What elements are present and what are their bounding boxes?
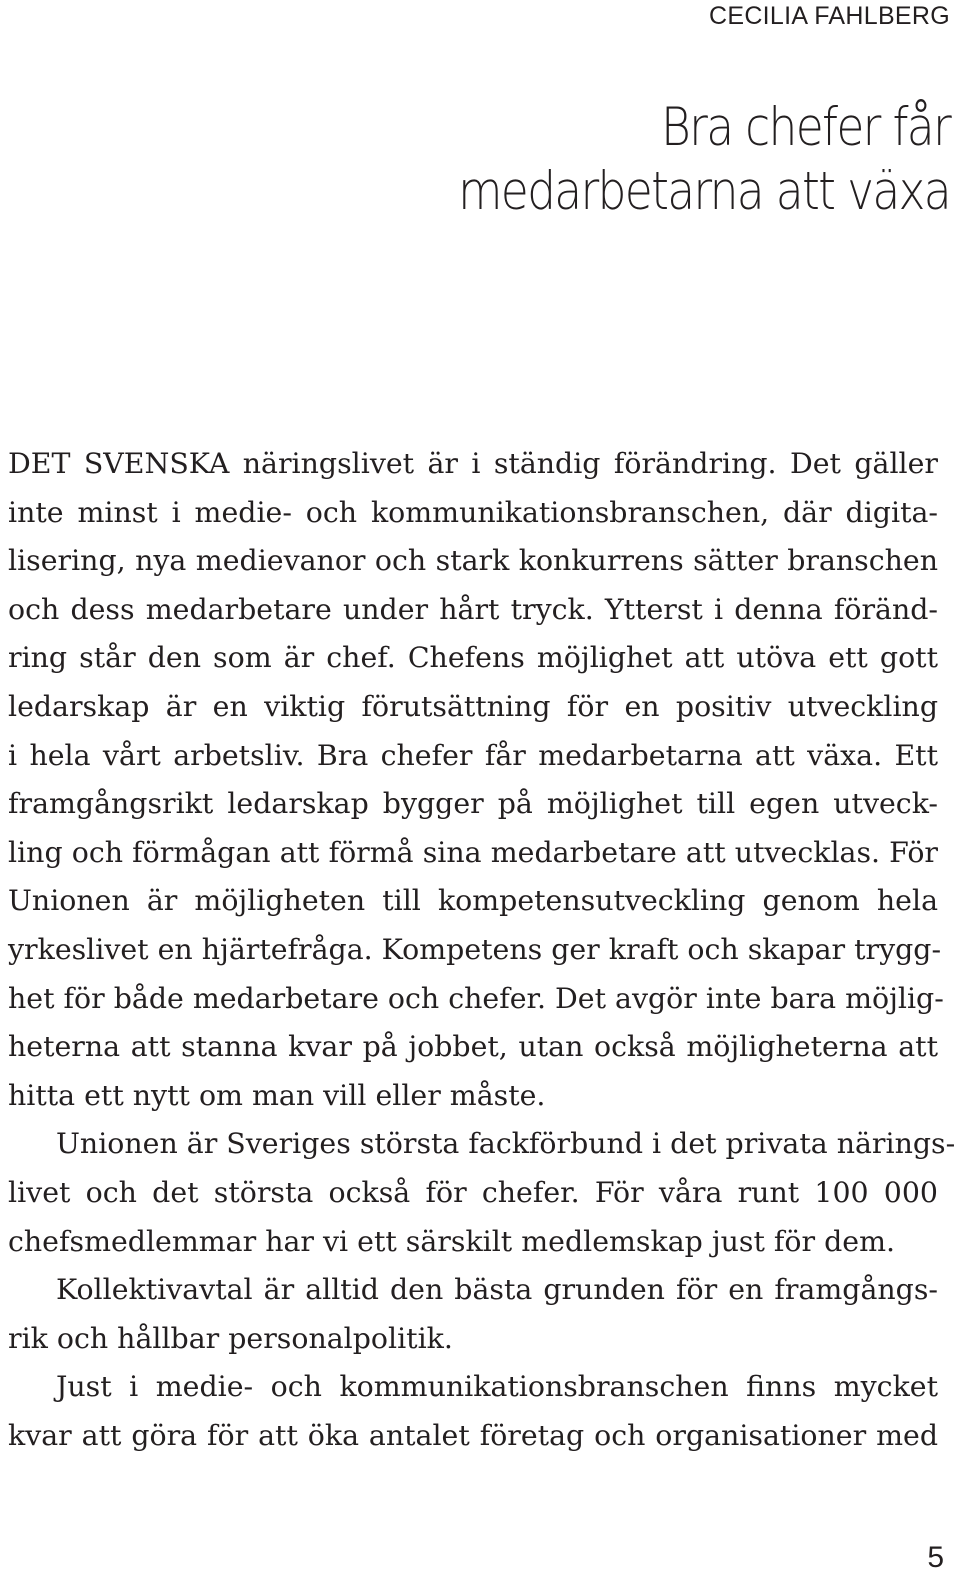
page-number: 5 [927, 1541, 944, 1574]
body-line: framgångsrikt ledarskap bygger på möjlighet till egen utveck- [8, 787, 938, 821]
body-line: ring står den som är chef. Chefens möjlighet att utöva ett gott [8, 641, 938, 675]
body-line: DET SVENSKA näringslivet är i ständig förändring. Det gäller [8, 447, 938, 480]
body-line: och dess medarbetare under hårt tryck. Ytterst i denna föränd- [8, 592, 938, 626]
article-title [458, 96, 950, 224]
body-line: lisering, nya medievanor och stark konkurrens sätter branschen [8, 544, 938, 578]
body-line: kvar att göra för att öka antalet företag och organisationer med [8, 1418, 938, 1452]
body-line: ling och förmågan att förmå sina medarbetare att utvecklas. För [8, 835, 938, 869]
body-line: yrkeslivet en hjärtefråga. Kompetens ger kraft och skapar trygg- [8, 932, 942, 966]
body-line: inte minst i medie- och kommunikationsbranschen, där digita- [8, 495, 938, 529]
article-body [8, 440, 956, 1460]
author-name: CECILIA FAHLBERG [709, 2, 950, 30]
title-line: medarbetarna att växa [458, 161, 950, 222]
body-line: rik och hållbar personalpolitik. [8, 1321, 453, 1355]
body-line: chefsmedlemmar har vi ett särskilt medlemskap just för dem. [8, 1224, 896, 1258]
body-line: het för både medarbetare och chefer. Det avgör inte bara möjlig- [8, 981, 944, 1015]
body-line: Unionen är möjligheten till kompetensutveckling genom hela [8, 884, 938, 918]
body-line: Kollektivavtal är alltid den bästa grunden för en framgångs- [56, 1273, 938, 1307]
body-line: i hela vårt arbetsliv. Bra chefer får medarbetarna att växa. Ett [8, 738, 938, 772]
body-line: Unionen är Sveriges största fackförbund i det privata närings- [56, 1127, 956, 1161]
body-line: hitta ett nytt om man vill eller måste. [8, 1078, 546, 1112]
body-line: Just i medie- och kommunikationsbranschen finns mycket [56, 1370, 938, 1404]
body-line: livet och det största också för chefer. För våra runt 100 000 [8, 1175, 938, 1209]
body-line: heterna att stanna kvar på jobbet, utan också möjligheterna att [8, 1030, 938, 1064]
body-line: ledarskap är en viktig förutsättning för en positiv utveckling [8, 689, 938, 723]
title-line: Bra chefer får [661, 97, 950, 158]
